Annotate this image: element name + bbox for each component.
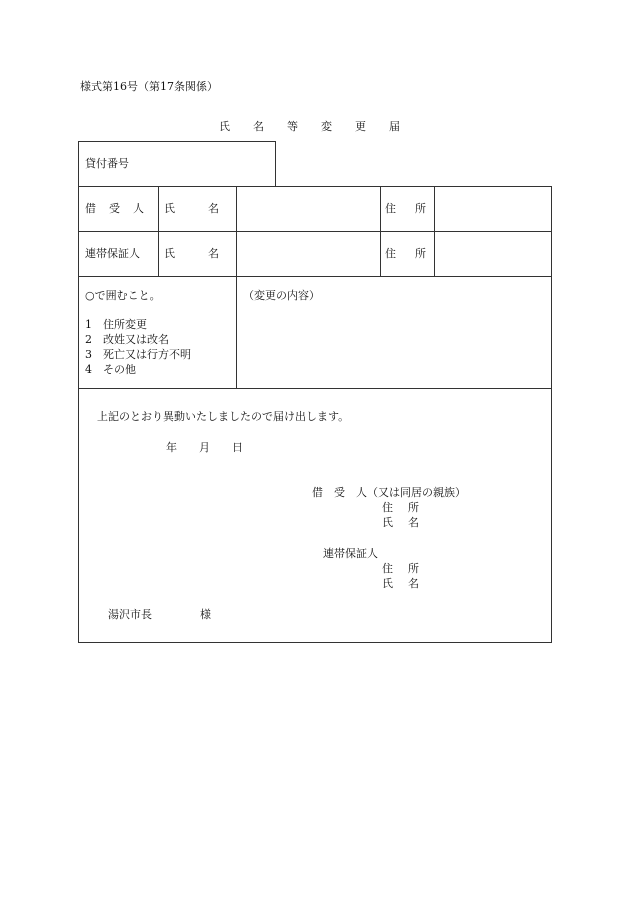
- border: [78, 141, 79, 643]
- declaration-text: 上記のとおり異動いたしましたので届け出します。: [97, 410, 350, 423]
- option-item[interactable]: 3 死亡又は行方不明: [85, 348, 191, 361]
- signatory-borrower-label: 借 受 人（又は同居の親族）: [312, 486, 466, 499]
- border: [78, 388, 552, 389]
- change-content-label: （変更の内容）: [243, 289, 320, 302]
- guarantor-address-label: 住 所: [385, 247, 430, 260]
- form-number: 様式第16号（第17条関係）: [80, 80, 218, 93]
- page-title: 氏 名 等 変 更 届: [219, 120, 406, 133]
- borrower-address-field[interactable]: [438, 190, 546, 228]
- borrower-name-label: 氏 名: [164, 202, 219, 215]
- border: [78, 231, 552, 232]
- instruction-text: ○で囲むこと。: [85, 289, 161, 302]
- guarantor-address-sign-label: 住 所: [382, 562, 421, 575]
- border: [275, 141, 276, 186]
- border: [380, 186, 381, 276]
- guarantor-name-label: 氏 名: [164, 247, 219, 260]
- border: [434, 186, 435, 276]
- change-content-field[interactable]: [240, 304, 546, 384]
- guarantor-label: 連帯保証人: [85, 247, 140, 260]
- option-item[interactable]: 2 改姓又は改名: [85, 333, 169, 346]
- date-line: 年 月 日: [166, 441, 243, 454]
- borrower-name-sign-label: 氏 名: [382, 516, 421, 529]
- borrower-name-field[interactable]: [240, 190, 376, 228]
- border: [236, 186, 237, 388]
- border: [78, 141, 275, 142]
- loan-number-label: 貸付番号: [85, 157, 129, 170]
- border: [78, 642, 552, 643]
- guarantor-name-field[interactable]: [240, 235, 376, 273]
- border: [158, 186, 159, 276]
- borrower-address-label: 住 所: [385, 202, 430, 215]
- borrower-label: 借 受 人: [85, 202, 145, 215]
- addressee: 湯沢市長: [108, 608, 152, 621]
- signatory-guarantor-label: 連帯保証人: [323, 547, 378, 560]
- border: [78, 186, 552, 187]
- option-item[interactable]: 4 その他: [85, 363, 136, 376]
- guarantor-name-sign-label: 氏 名: [382, 577, 421, 590]
- guarantor-address-field[interactable]: [438, 235, 546, 273]
- borrower-address-sign-label: 住 所: [382, 501, 421, 514]
- border: [551, 186, 552, 643]
- option-item[interactable]: 1 住所変更: [85, 318, 147, 331]
- honorific: 様: [200, 608, 211, 621]
- border: [78, 276, 552, 277]
